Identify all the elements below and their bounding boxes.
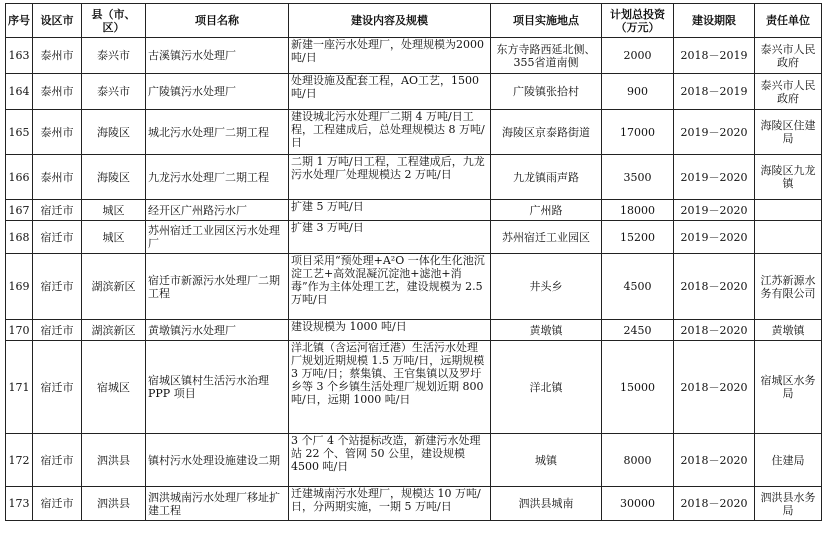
cell-period: 2018－2019 [674,38,755,74]
cell-seq: 171 [6,341,33,434]
cell-invest: 900 [602,74,674,110]
cell-location: 东方寺路西延北侧、355省道南侧 [491,38,602,74]
cell-name: 经开区广州路污水厂 [146,200,289,221]
cell-name: 镇村污水处理设施建设二期 [146,434,289,487]
cell-county: 海陵区 [82,110,146,155]
cell-location: 九龙镇雨声路 [491,155,602,200]
header-location: 项目实施地点 [491,4,602,38]
cell-name: 苏州宿迁工业园区污水处理厂 [146,221,289,254]
cell-location: 广州路 [491,200,602,221]
cell-unit: 泰兴市人民政府 [755,38,822,74]
header-unit: 责任单位 [755,4,822,38]
cell-city: 泰州市 [33,155,82,200]
cell-county: 泗洪县 [82,487,146,521]
cell-location: 广陵镇张拾村 [491,74,602,110]
cell-city: 宿迁市 [33,200,82,221]
cell-county: 宿城区 [82,341,146,434]
cell-unit [755,200,822,221]
cell-content: 迁建城南污水处理厂，规模达 10 万吨/日，分两期实施，一期 5 万吨/日 [289,487,491,521]
table-row [6,110,822,155]
cell-unit: 江苏新源水务有限公司 [755,254,822,320]
cell-name: 古溪镇污水处理厂 [146,38,289,74]
header-row [6,4,822,38]
cell-content: 扩建 3 万吨/日 [289,221,491,254]
cell-period: 2018－2019 [674,74,755,110]
cell-location: 井头乡 [491,254,602,320]
cell-invest: 15200 [602,221,674,254]
table-row [6,221,822,254]
cell-period: 2018－2020 [674,254,755,320]
cell-name: 宿迁市新源污水处理厂二期工程 [146,254,289,320]
cell-city: 宿迁市 [33,434,82,487]
header-city: 设区市 [33,4,82,38]
cell-invest: 17000 [602,110,674,155]
cell-unit: 海陵区九龙镇 [755,155,822,200]
cell-period: 2018－2020 [674,487,755,521]
cell-unit: 海陵区住建局 [755,110,822,155]
cell-invest: 4500 [602,254,674,320]
cell-invest: 2000 [602,38,674,74]
cell-county: 海陵区 [82,155,146,200]
cell-location: 城镇 [491,434,602,487]
cell-county: 泗洪县 [82,434,146,487]
cell-county: 城区 [82,221,146,254]
header-seq: 序号 [6,4,33,38]
cell-name: 城北污水处理厂二期工程 [146,110,289,155]
cell-period: 2019－2020 [674,221,755,254]
table-row [6,341,822,434]
cell-period: 2018－2020 [674,434,755,487]
header-invest: 计划总投资（万元） [602,4,674,38]
table-row [6,74,822,110]
cell-city: 宿迁市 [33,254,82,320]
cell-invest: 3500 [602,155,674,200]
cell-name: 九龙污水处理厂二期工程 [146,155,289,200]
cell-unit: 黄墩镇 [755,320,822,341]
cell-city: 泰州市 [33,110,82,155]
cell-invest: 18000 [602,200,674,221]
cell-period: 2019－2020 [674,155,755,200]
cell-content: 洋北镇（含运河宿迁港）生活污水处理厂规划近期规模 1.5 万吨/日，远期规模 3 万吨/日；蔡集镇、王官集镇以及罗圩乡等 3 个乡镇生活处理厂规划近期 800 吨/日，远期 1000 吨/日 [289,341,491,434]
cell-period: 2019－2020 [674,110,755,155]
cell-city: 宿迁市 [33,221,82,254]
cell-unit: 住建局 [755,434,822,487]
cell-location: 泗洪县城南 [491,487,602,521]
cell-city: 泰州市 [33,38,82,74]
cell-content: 扩建 5 万吨/日 [289,200,491,221]
cell-invest: 15000 [602,341,674,434]
cell-name: 宿城区镇村生活污水治理 PPP 项目 [146,341,289,434]
cell-content: 新建一座污水处理厂，处理规模为2000吨/日 [289,38,491,74]
cell-content: 项目采用“预处理+A²O 一体化生化池沉淀工艺+高效混凝沉淀池+滤池+消毒”作为主体处理工艺，建设规模为 2.5 万吨/日 [289,254,491,320]
cell-seq: 166 [6,155,33,200]
header-county: 县（市、区） [82,4,146,38]
cell-county: 城区 [82,200,146,221]
cell-content: 建设城北污水处理厂二期 4 万吨/日工程，工程建成后，总处理规模达 8 万吨/日 [289,110,491,155]
header-name: 项目名称 [146,4,289,38]
cell-county: 泰兴市 [82,74,146,110]
cell-seq: 168 [6,221,33,254]
cell-seq: 170 [6,320,33,341]
cell-location: 苏州宿迁工业园区 [491,221,602,254]
cell-county: 湖滨新区 [82,254,146,320]
cell-invest: 2450 [602,320,674,341]
cell-name: 广陵镇污水处理厂 [146,74,289,110]
cell-invest: 8000 [602,434,674,487]
table-row [6,254,822,320]
cell-county: 泰兴市 [82,38,146,74]
cell-seq: 165 [6,110,33,155]
cell-seq: 164 [6,74,33,110]
cell-seq: 169 [6,254,33,320]
cell-period: 2019－2020 [674,200,755,221]
cell-location: 洋北镇 [491,341,602,434]
cell-city: 宿迁市 [33,341,82,434]
cell-seq: 172 [6,434,33,487]
cell-unit: 泗洪县水务局 [755,487,822,521]
cell-content: 处理设施及配套工程，AO工艺，1500吨/日 [289,74,491,110]
table-row [6,320,822,341]
cell-name: 泗洪城南污水处理厂移址扩建工程 [146,487,289,521]
cell-location: 黄墩镇 [491,320,602,341]
cell-content: 建设规模为 1000 吨/日 [289,320,491,341]
table-row [6,38,822,74]
cell-seq: 167 [6,200,33,221]
cell-unit [755,221,822,254]
cell-city: 泰州市 [33,74,82,110]
table-row [6,487,822,521]
cell-period: 2018－2020 [674,341,755,434]
cell-county: 湖滨新区 [82,320,146,341]
table-row [6,434,822,487]
cell-city: 宿迁市 [33,487,82,521]
header-content: 建设内容及规模 [289,4,491,38]
table-row [6,155,822,200]
cell-location: 海陵区京泰路街道 [491,110,602,155]
table-row [6,200,822,221]
cell-invest: 30000 [602,487,674,521]
project-table-container [5,3,822,521]
cell-unit: 泰兴市人民政府 [755,74,822,110]
header-period: 建设期限 [674,4,755,38]
cell-content: 二期 1 万吨/日工程，工程建成后，九龙污水处理厂处理规模达 2 万吨/日 [289,155,491,200]
cell-content: 3 个厂 4 个站提标改造，新建污水处理站 22 个、管网 50 公里，建设规模4500 吨/日 [289,434,491,487]
cell-unit: 宿城区水务局 [755,341,822,434]
cell-name: 黄墩镇污水处理厂 [146,320,289,341]
cell-city: 宿迁市 [33,320,82,341]
project-table [5,3,822,521]
cell-seq: 173 [6,487,33,521]
cell-period: 2018－2020 [674,320,755,341]
cell-seq: 163 [6,38,33,74]
